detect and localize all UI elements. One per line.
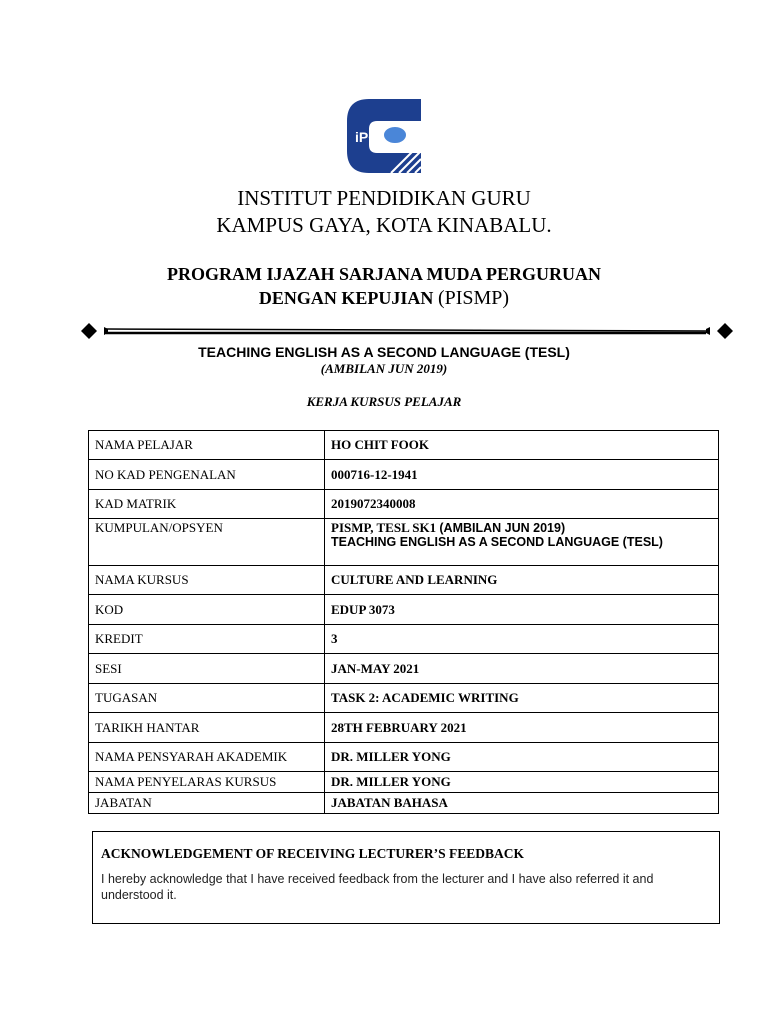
row-label: SESI xyxy=(89,654,325,684)
program-title-prefix: DENGAN KEPUJIAN xyxy=(258,288,438,308)
logo-text: iPG xyxy=(355,129,380,145)
row-value: EDUP 3073 xyxy=(325,595,719,625)
course-title: TEACHING ENGLISH AS A SECOND LANGUAGE (TESL) xyxy=(198,344,570,360)
acknowledgement-text: I hereby acknowledge that I have received feedback from the lecturer and I have also referred it and understood it. xyxy=(101,872,654,902)
student-info-table xyxy=(88,430,719,814)
table-row xyxy=(89,793,719,814)
row-label: TUGASAN xyxy=(89,684,325,713)
row-value: DR. MILLER YONG xyxy=(325,743,719,772)
row-value: 3 xyxy=(325,625,719,654)
table-row xyxy=(89,490,719,519)
row-label: NAMA PENYELARAS KURSUS xyxy=(89,772,325,793)
table-row xyxy=(89,595,719,625)
table-row xyxy=(89,684,719,713)
ipg-logo xyxy=(343,95,425,177)
table-row xyxy=(89,654,719,684)
document-type: KERJA KURSUS PELAJAR xyxy=(306,394,462,409)
row-value: DR. MILLER YONG xyxy=(325,772,719,793)
group-option: TEACHING ENGLISH AS A SECOND LANGUAGE (TESL) xyxy=(331,535,663,549)
group-intake: (AMBILAN JUN 2019) xyxy=(439,521,566,535)
intake-label: (AMBILAN JUN 2019) xyxy=(320,361,448,376)
row-label: NAMA KURSUS xyxy=(89,566,325,595)
row-label: KOD xyxy=(89,595,325,625)
row-value: CULTURE AND LEARNING xyxy=(325,566,719,595)
row-value xyxy=(325,519,719,566)
acknowledgement-box xyxy=(92,831,720,924)
group-prefix: PISMP, TESL SK1 xyxy=(331,520,440,535)
table-row xyxy=(89,743,719,772)
table-row xyxy=(89,431,719,460)
campus-name: KAMPUS GAYA, KOTA KINABALU. xyxy=(216,213,552,237)
row-label: KREDIT xyxy=(89,625,325,654)
row-value: 28TH FEBRUARY 2021 xyxy=(325,713,719,743)
program-acronym: (PISMP) xyxy=(437,287,510,309)
row-value: JAN-MAY 2021 xyxy=(325,654,719,684)
table-row xyxy=(89,566,719,595)
row-label: JABATAN xyxy=(89,793,325,814)
program-title-line2 xyxy=(0,286,768,310)
acknowledgement-title: ACKNOWLEDGEMENT OF RECEIVING LECTURER’S FEEDBACK xyxy=(101,846,525,861)
row-label: TARIKH HANTAR xyxy=(89,713,325,743)
row-value: JABATAN BAHASA xyxy=(325,793,719,814)
row-label: NAMA PENSYARAH AKADEMIK xyxy=(89,743,325,772)
row-label: NO KAD PENGENALAN xyxy=(89,460,325,490)
table-row xyxy=(89,519,719,566)
decorative-divider xyxy=(80,319,734,343)
table-row xyxy=(89,772,719,793)
row-value: HO CHIT FOOK xyxy=(325,431,719,460)
row-value: TASK 2: ACADEMIC WRITING xyxy=(325,684,719,713)
row-value: 2019072340008 xyxy=(325,490,719,519)
row-label: KAD MATRIK xyxy=(89,490,325,519)
row-label: KUMPULAN/OPSYEN xyxy=(89,519,325,566)
program-title-line1: PROGRAM IJAZAH SARJANA MUDA PERGURUAN xyxy=(167,264,601,284)
row-value: 000716-12-1941 xyxy=(325,460,719,490)
table-row xyxy=(89,625,719,654)
institute-name: INSTITUT PENDIDIKAN GURU xyxy=(237,186,531,210)
table-row xyxy=(89,460,719,490)
table-row xyxy=(89,713,719,743)
row-label: NAMA PELAJAR xyxy=(89,431,325,460)
